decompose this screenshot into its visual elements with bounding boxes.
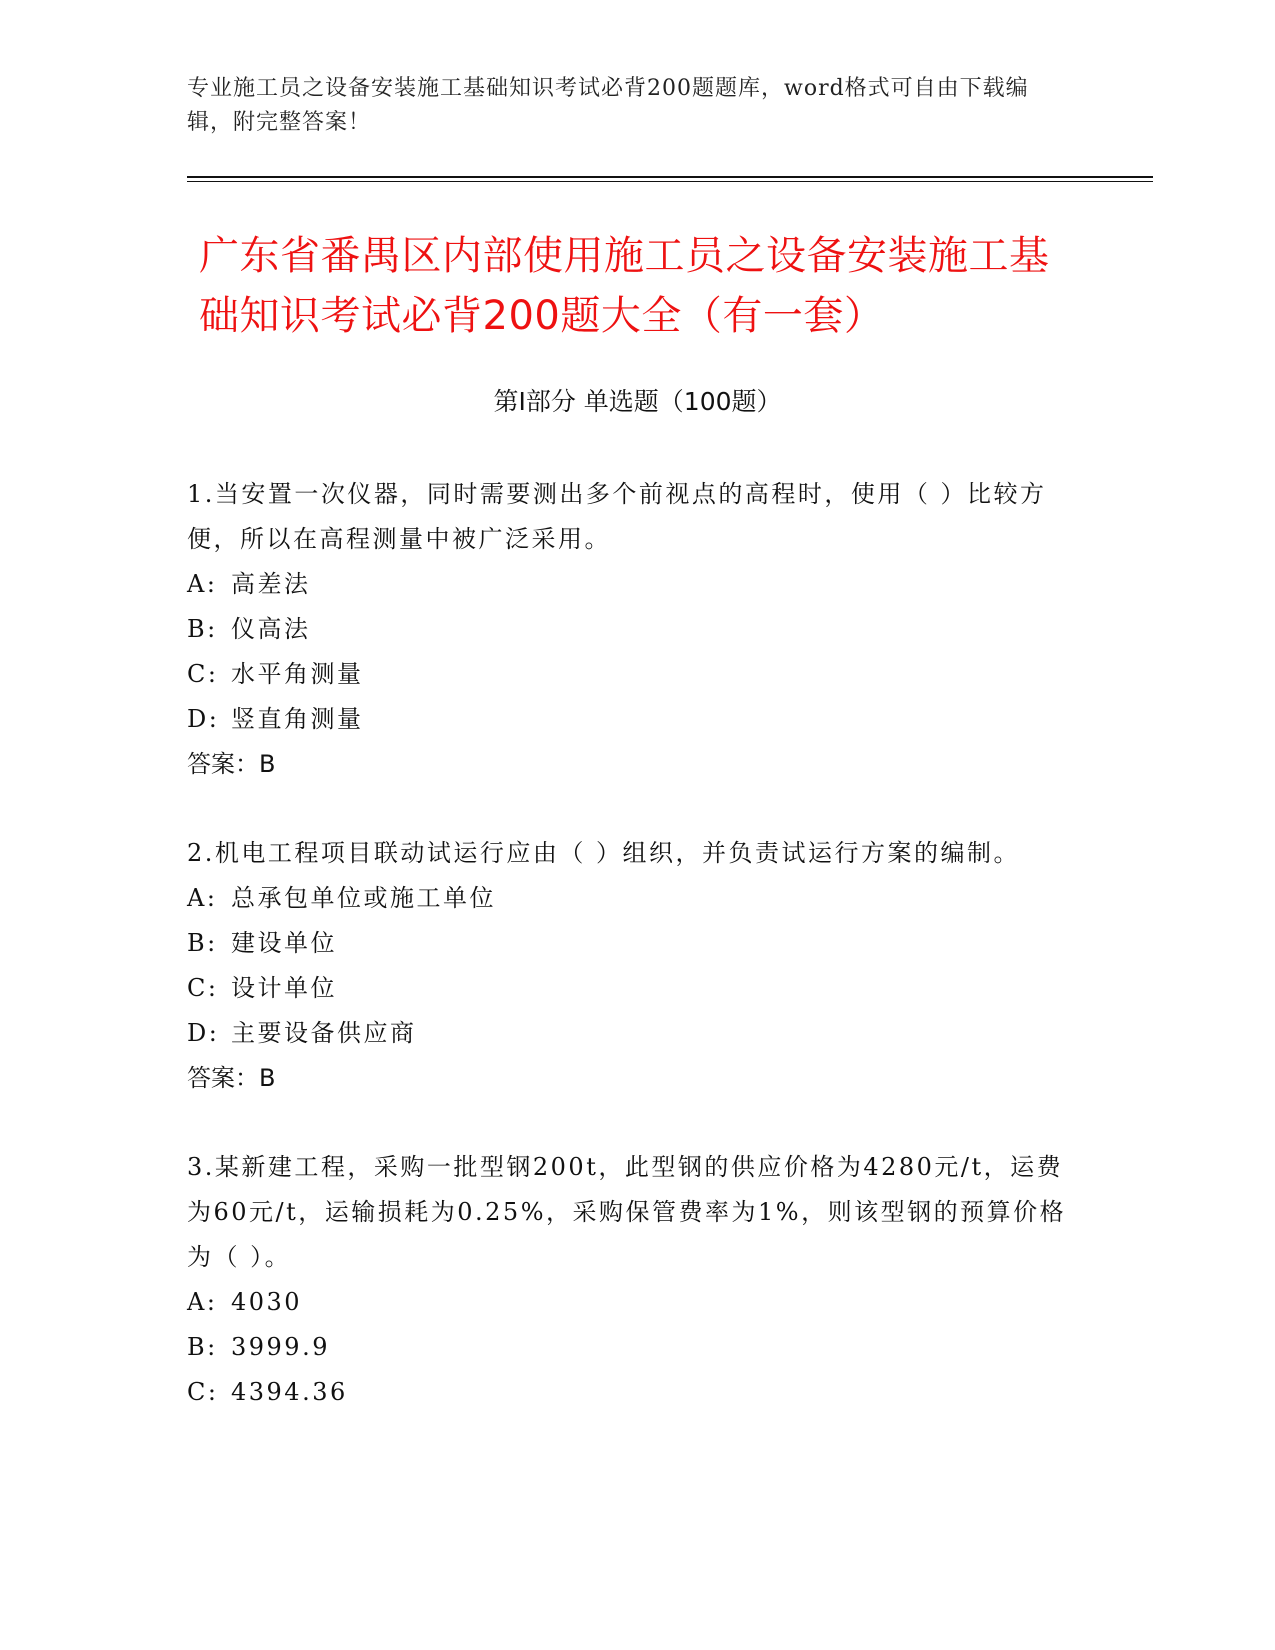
option-key: C: [187,1378,219,1406]
option-text: 仪高法 [231,615,311,643]
option-key: B: [187,1333,218,1361]
option-key: B: [187,929,218,957]
option-a [187,562,1067,607]
question-1 [187,472,1067,787]
question-3 [187,1145,1067,1415]
option-text: 4030 [231,1288,303,1316]
question-stem: 2.机电工程项目联动试运行应由（ ）组织，并负责试运行方案的编制。 [187,839,1021,867]
option-key: B: [187,615,218,643]
option-key: D: [187,1019,220,1047]
answer-line: 答案：B [187,750,276,778]
option-a [187,876,1067,921]
header-note: 专业施工员之设备安装施工基础知识考试必背200题题库，word格式可自由下载编辑，附完整答案！ [187,76,1029,135]
option-d [187,697,1067,742]
option-key: C: [187,974,219,1002]
question-list [187,472,1067,1459]
option-key: C: [187,660,219,688]
option-text: 竖直角测量 [231,705,364,733]
question-stem: 3.某新建工程，采购一批型钢200t，此型钢的供应价格为4280元/t，运费为60元/t，运输损耗为0.25%，采购保管费率为1%，则该型钢的预算价格为（ ）。 [187,1153,1067,1271]
question-2 [187,831,1067,1101]
option-c [187,652,1067,697]
option-text: 水平角测量 [231,660,364,688]
option-text: 建设单位 [231,929,337,957]
option-key: D: [187,705,220,733]
option-d [187,1011,1067,1056]
question-stem: 1.当安置一次仪器，同时需要测出多个前视点的高程时，使用（ ）比较方便，所以在高程测量中被广泛采用。 [187,480,1047,553]
option-text: 总承包单位或施工单位 [231,884,496,912]
option-text: 3999.9 [231,1333,330,1361]
option-b [187,607,1067,652]
option-a [187,1280,1067,1325]
option-text: 主要设备供应商 [231,1019,417,1047]
option-text: 4394.36 [231,1378,348,1406]
option-key: A: [187,570,218,598]
section-heading: 第I部分 单选题（100题） [493,387,782,416]
option-key: A: [187,1288,218,1316]
header-divider-thin [187,181,1153,182]
answer-line: 答案：B [187,1064,276,1092]
option-c [187,1370,1067,1415]
document-title: 广东省番禺区内部使用施工员之设备安装施工基础知识考试必背200题大全（有一套） [199,233,1050,339]
option-b [187,921,1067,966]
header-divider-thick [187,176,1153,178]
option-c [187,966,1067,1011]
option-b [187,1325,1067,1370]
option-key: A: [187,884,218,912]
option-text: 高差法 [231,570,311,598]
option-text: 设计单位 [231,974,337,1002]
